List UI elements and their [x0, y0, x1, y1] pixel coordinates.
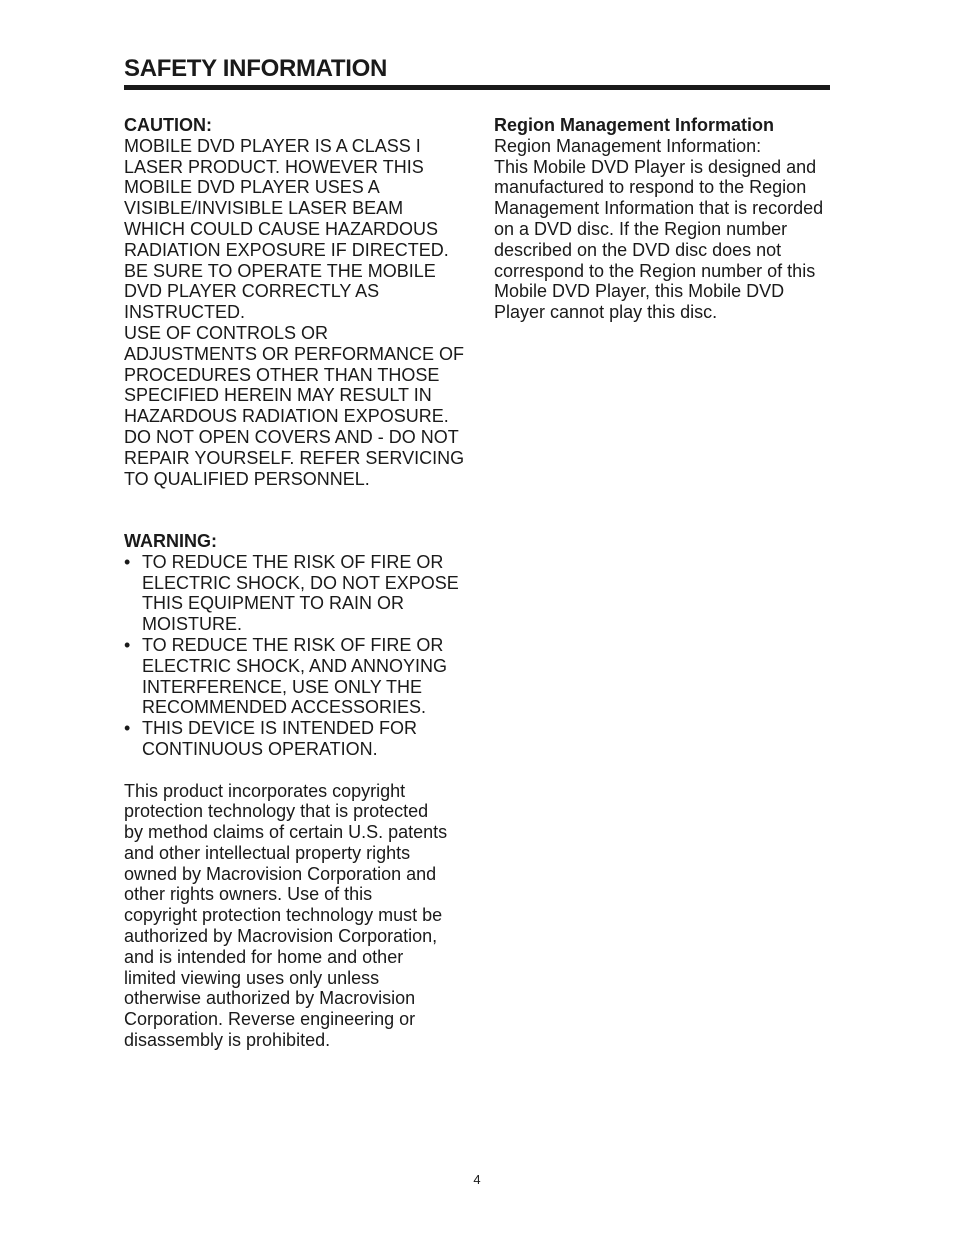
region-text: [494, 136, 839, 323]
copyright-line: copyright protection technology must be: [124, 905, 443, 926]
section-spacer: [124, 760, 469, 781]
warning-item: [124, 718, 469, 760]
region-heading: Region Management Information: [494, 115, 775, 135]
caution-line: RADIATION EXPOSURE IF DIRECTED.: [124, 239, 449, 260]
caution-line: USE OF CONTROLS OR: [124, 322, 329, 343]
copyright-line: by method claims of certain U.S. patents: [124, 822, 448, 843]
title-rule: [124, 85, 830, 90]
caution-line: TO QUALIFIED PERSONNEL.: [124, 468, 370, 489]
right-column: [494, 115, 839, 323]
region-line: Region Management Information:: [494, 135, 762, 156]
region-line: Mobile DVD Player, this Mobile DVD: [494, 281, 785, 302]
bullet-icon: •: [124, 634, 131, 655]
copyright-line: authorized by Macrovision Corporation,: [124, 926, 438, 947]
warning-item-line: RECOMMENDED ACCESSORIES.: [142, 697, 427, 718]
warning-item-line: CONTINUOUS OPERATION.: [142, 738, 378, 759]
warning-item-line: THIS EQUIPMENT TO RAIN OR: [142, 593, 405, 614]
caution-line: INSTRUCTED.: [124, 302, 245, 323]
caution-line: REPAIR YOURSELF. REFER SERVICING: [124, 447, 465, 468]
caution-line: BE SURE TO OPERATE THE MOBILE: [124, 260, 436, 281]
region-line: Management Information that is recorded: [494, 198, 824, 219]
caution-line: SPECIFIED HEREIN MAY RESULT IN: [124, 385, 432, 406]
section-spacer: [124, 489, 469, 531]
warning-heading: WARNING:: [124, 530, 217, 551]
region-line: This Mobile DVD Player is designed and: [494, 156, 817, 177]
warning-section: [124, 531, 469, 760]
warning-item-line: TO REDUCE THE RISK OF FIRE OR: [142, 551, 444, 572]
caution-line: LASER PRODUCT. HOWEVER THIS: [124, 156, 424, 177]
warning-item-line: ELECTRIC SHOCK, AND ANNOYING: [142, 655, 448, 676]
caution-line: MOBILE DVD PLAYER USES A: [124, 177, 380, 198]
caution-line: VISIBLE/INVISIBLE LASER BEAM: [124, 198, 404, 219]
warning-list: [124, 552, 469, 760]
warning-item: [124, 552, 469, 635]
copyright-line: otherwise authorized by Macrovision: [124, 988, 416, 1009]
copyright-line: other rights owners. Use of this: [124, 884, 373, 905]
copyright-line: protection technology that is protected: [124, 801, 429, 822]
warning-item: [124, 635, 469, 718]
copyright-line: and other intellectual property rights: [124, 842, 411, 863]
bullet-icon: •: [124, 718, 131, 739]
copyright-line: and is intended for home and other: [124, 946, 404, 967]
warning-item-line: INTERFERENCE, USE ONLY THE: [142, 676, 423, 697]
bullet-icon: •: [124, 551, 131, 572]
copyright-line: owned by Macrovision Corporation and: [124, 863, 437, 884]
copyright-line: This product incorporates copyright: [124, 780, 406, 801]
warning-item-line: ELECTRIC SHOCK, DO NOT EXPOSE: [142, 572, 459, 593]
warning-item-line: TO REDUCE THE RISK OF FIRE OR: [142, 634, 444, 655]
caution-line: HAZARDOUS RADIATION EXPOSURE.: [124, 406, 449, 427]
caution-text: [124, 136, 469, 490]
copyright-text: [124, 781, 469, 1051]
copyright-line: limited viewing uses only unless: [124, 967, 380, 988]
warning-item-line: THIS DEVICE IS INTENDED FOR: [142, 718, 418, 739]
region-section: [494, 115, 839, 323]
copyright-line: Corporation. Reverse engineering or: [124, 1009, 416, 1030]
left-column: [124, 115, 469, 1051]
region-line: on a DVD disc. If the Region number: [494, 218, 788, 239]
caution-line: ADJUSTMENTS OR PERFORMANCE OF: [124, 343, 465, 364]
caution-section: [124, 115, 469, 489]
caution-line: DO NOT OPEN COVERS AND - DO NOT: [124, 426, 459, 447]
region-line: Player cannot play this disc.: [494, 302, 718, 323]
copyright-section: [124, 781, 469, 1051]
warning-item-line: MOISTURE.: [142, 614, 243, 635]
page-title: SAFETY INFORMATION: [124, 55, 388, 82]
region-line: correspond to the Region number of this: [494, 260, 816, 281]
copyright-line: disassembly is prohibited.: [124, 1030, 331, 1051]
caution-line: MOBILE DVD PLAYER IS A CLASS I: [124, 135, 421, 156]
page-number: 4: [473, 1172, 481, 1187]
caution-line: WHICH COULD CAUSE HAZARDOUS: [124, 218, 439, 239]
region-line: manufactured to respond to the Region: [494, 177, 807, 198]
caution-heading: CAUTION:: [124, 115, 212, 135]
region-line: described on the DVD disc does not: [494, 239, 782, 260]
caution-line: DVD PLAYER CORRECTLY AS: [124, 281, 380, 302]
caution-line: PROCEDURES OTHER THAN THOSE: [124, 364, 440, 385]
